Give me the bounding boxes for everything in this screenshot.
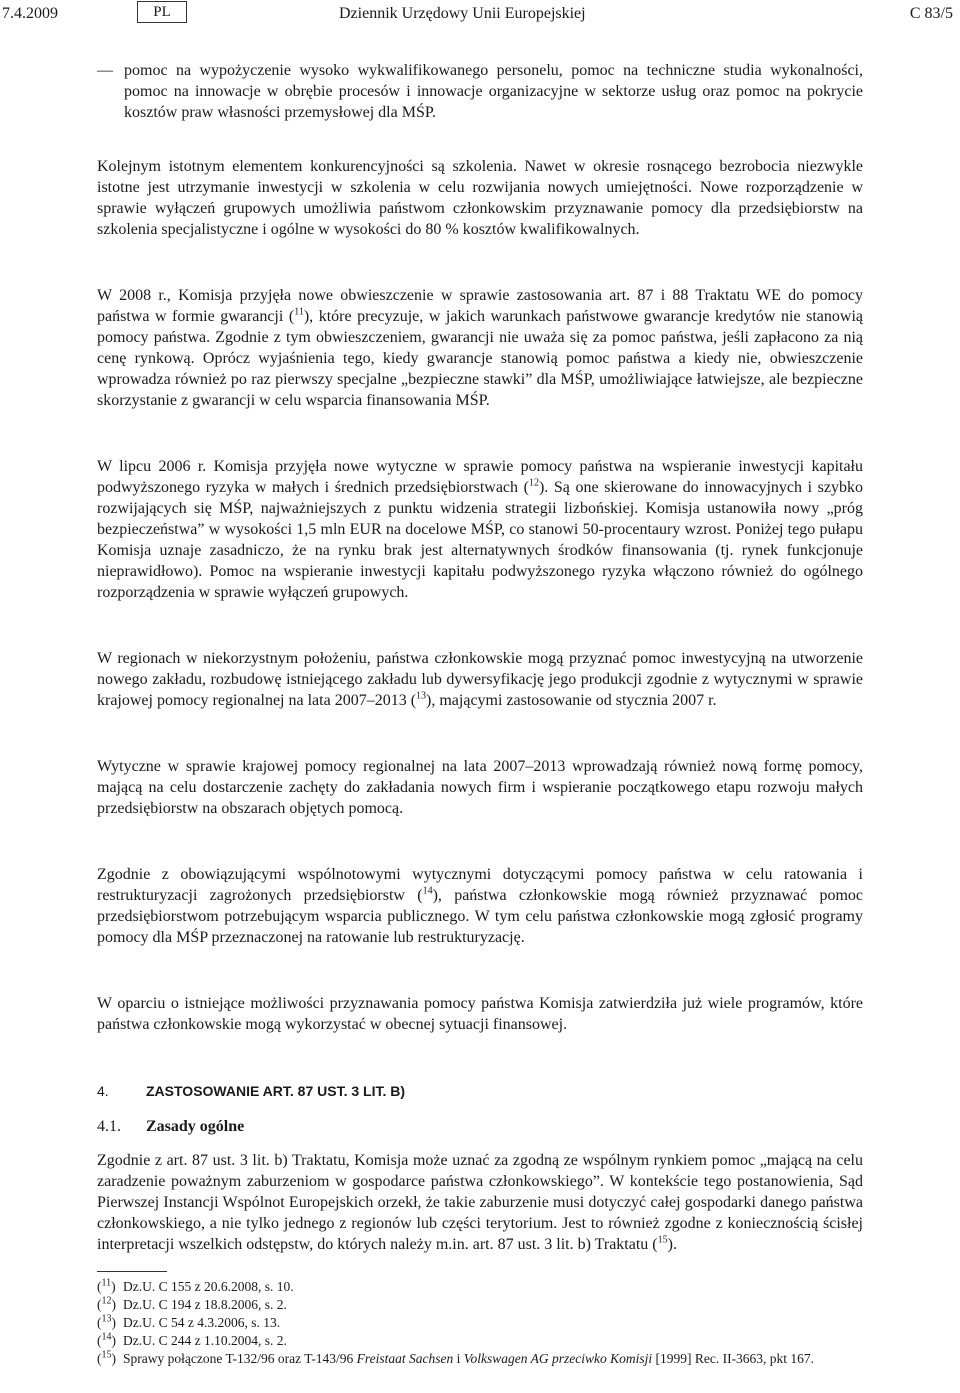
paragraph-general-principles: Zgodnie z art. 87 ust. 3 lit. b) Traktatu, Komisja może uznać za zgodną ze wspólnym rynkiem pomoc „mającą na celu zaradzenie poważnym zaburzeniom w gospodarce państwa członkowskiego”. W kontekście tego postanowienia, Sąd Pierwszej Instancji Wspólnot Europejskich orzekł, że takie zaburzenie musi dotyczyć całej gospodarki danego państwa członkowskiego, a nie tylko jednego z regionów lub części terytorium. Jest to również zgodne z koniecznością ścisłej interpretacji wszelkich odstępstw, do których należy m.in. art. 87 ust. 3 lit. b) Traktatu ($^{15}$). (97, 1152, 863, 1253)
page-header (0, 0, 960, 28)
footnote-item: ($^{12}$) Dz.U. C 194 z 18.8.2006, s. 2. (97, 1295, 287, 1312)
language-badge: PL (137, 1, 187, 23)
issue-date: 7.4.2009 (2, 5, 58, 22)
list-item-text: pomoc na wypożyczenie wysoko wykwalifikowanego personelu, pomoc na techniczne studia wykonalności, pomoc na innowacje w obrębie procesów i innowacje organizacyjne w sektorze usług oraz pomoc na pokrycie kosztów praw własności przemysłowej dla MŚP. (124, 62, 863, 121)
footnotes (97, 1278, 863, 1368)
subsection-number: 4.1. (97, 1118, 121, 1135)
paragraph-guarantees: W 2008 r., Komisja przyjęła nowe obwieszczenie w sprawie zastosowania art. 87 i 88 Traktatu WE do pomocy państwa w formie gwarancji ($^{11}$), które precyzuje, w jakich warunkach państwowe gwarancje kredytów nie stanowią pomocy państwa. Zgodnie z tym obwieszczeniem, gwarancji nie uważa się za pomoc państwa, jeśli zapłacono za nią cenę rynkową. Oprócz wyjaśnienia tego, kiedy gwarancje stanowią pomoc państwa a kiedy nie, obwieszczenie wprowadza również po raz pierwszy specjalne „bezpieczne stawki” dla MŚP, umożliwiające łatwiejsze, ale bezpieczne skorzystanie z gwarancji w celu wsparcia finansowania MŚP. (97, 287, 863, 409)
journal-title: Dziennik Urzędowy Unii Europejskiej (339, 5, 586, 22)
footnote-item: ($^{13}$) Dz.U. C 54 z 4.3.2006, s. 13. (97, 1313, 281, 1330)
footnote-divider (97, 1271, 167, 1272)
subsection-title: Zasady ogólne (146, 1118, 245, 1135)
footnote-ref[interactable]: 12 (528, 477, 539, 489)
document-body (97, 60, 863, 1368)
paragraph-rescue-aid: Zgodnie z obowiązującymi wspólnotowymi wytycznymi dotyczącymi pomocy państwa w celu ratowania i restrukturyzacji zagrożonych przedsiębiorstw ($^{14}$), państwa członkowskie mogą również przyznawać pomoc przedsiębiorstwom potrzebującym wsparcia publicznego. W tym celu państwa członkowskie mogą zgłosić programy pomocy dla MŚP przeznaczonej na ratowanie lub restrukturyzację. (97, 866, 864, 946)
footnote-item: ($^{14}$) Dz.U. C 244 z 1.10.2004, s. 2. (97, 1331, 287, 1348)
footnote-item: ($^{11}$) Dz.U. C 155 z 20.6.2008, s. 10. (97, 1277, 294, 1294)
subsection-heading (97, 1116, 863, 1138)
section-number: 4. (97, 1083, 109, 1099)
paragraph-training: Kolejnym istotnym elementem konkurencyjności są szkolenia. Nawet w okresie rosnącego bezrobocia niezwykle istotne jest utrzymanie inwestycji w szkolenia w celu rozwijania nowych umiejętności. Nowe rozporządzenie w sprawie wyłączeń grupowych umożliwia państwom członkowskim przyznawanie pomocy dla przedsiębiorstw na szkolenia specjalistyczne i ogólne w wysokości do 80 % kosztów kwalifikowalnych. (97, 158, 863, 238)
paragraph-regional-aid: W regionach w niekorzystnym położeniu, państwa członkowskie mogą przyznać pomoc inwestycyjną na utworzenie nowego zakładu, rozbudowę istniejącego zakładu lub dywersyfikację jego produkcji zgodnie z wytycznymi w sprawie krajowej pomocy regionalnej na lata 2007–2013 ($^{13}$), mającymi zastosowanie od stycznia 2007 r. (97, 650, 863, 709)
page-number: C 83/5 (909, 5, 953, 22)
footnote-ref[interactable]: 14 (422, 885, 433, 897)
paragraph-regional-guidelines: Wytyczne w sprawie krajowej pomocy regionalnej na lata 2007–2013 wprowadzają również nową formę pomocy, mającą na celu dostarczenie zachęty do zakładania nowych firm i wspieranie początkowego etapu rozwoju małych przedsiębiorstw na obszarach objętych pomocą. (97, 758, 863, 817)
indent-list-item (97, 60, 863, 123)
footnote-item: ($^{15}$) Sprawy połączone T-132/96 oraz T-143/96 Freistaat Sachsen i Volkswagen AG przeciwko Komisji [1999] Rec. II-3663, pkt 167. (97, 1349, 815, 1366)
footnote-ref[interactable]: 11 (294, 306, 304, 318)
footnote-ref[interactable]: 15 (657, 1234, 668, 1246)
section-heading (97, 1080, 863, 1102)
paragraph-approved-schemes: W oparciu o istniejące możliwości przyznawania pomocy państwa Komisja zatwierdziła już wiele programów, które państwa członkowskie mogą wykorzystać w obecnej sytuacji finansowej. (97, 995, 863, 1033)
section-title: ZASTOSOWANIE ART. 87 UST. 3 LIT. B) (146, 1083, 406, 1099)
paragraph-risk-capital: W lipcu 2006 r. Komisja przyjęła nowe wytyczne w sprawie pomocy państwa na wspieranie inwestycji kapitału podwyższonego ryzyka w małych i średnich przedsiębiorstwach ($^{12}$). Są one skierowane do innowacyjnych i szybko rozwijających się MŚP, najważniejszych z punktu widzenia strategii lizbońskiej. Komisja ustanowiła nowy „próg bezpieczeństwa” w wysokości 1,5 mln EUR na docelowe MŚP, co stanowi 50-procentaury wzrost. Poniżej tego pułapu Komisja uznaje zasadniczo, że na rynku brak jest alternatywnych środków finansowania (tj. rynek funkcjonuje nieprawidłowo). Pomoc na wspieranie inwestycji kapitału podwyższonego ryzyka włączono również do ogólnego rozporządzenia w sprawie wyłączeń grupowych. (97, 458, 863, 601)
dash-bullet: — (97, 62, 113, 79)
footnote-ref[interactable]: 13 (416, 690, 427, 702)
